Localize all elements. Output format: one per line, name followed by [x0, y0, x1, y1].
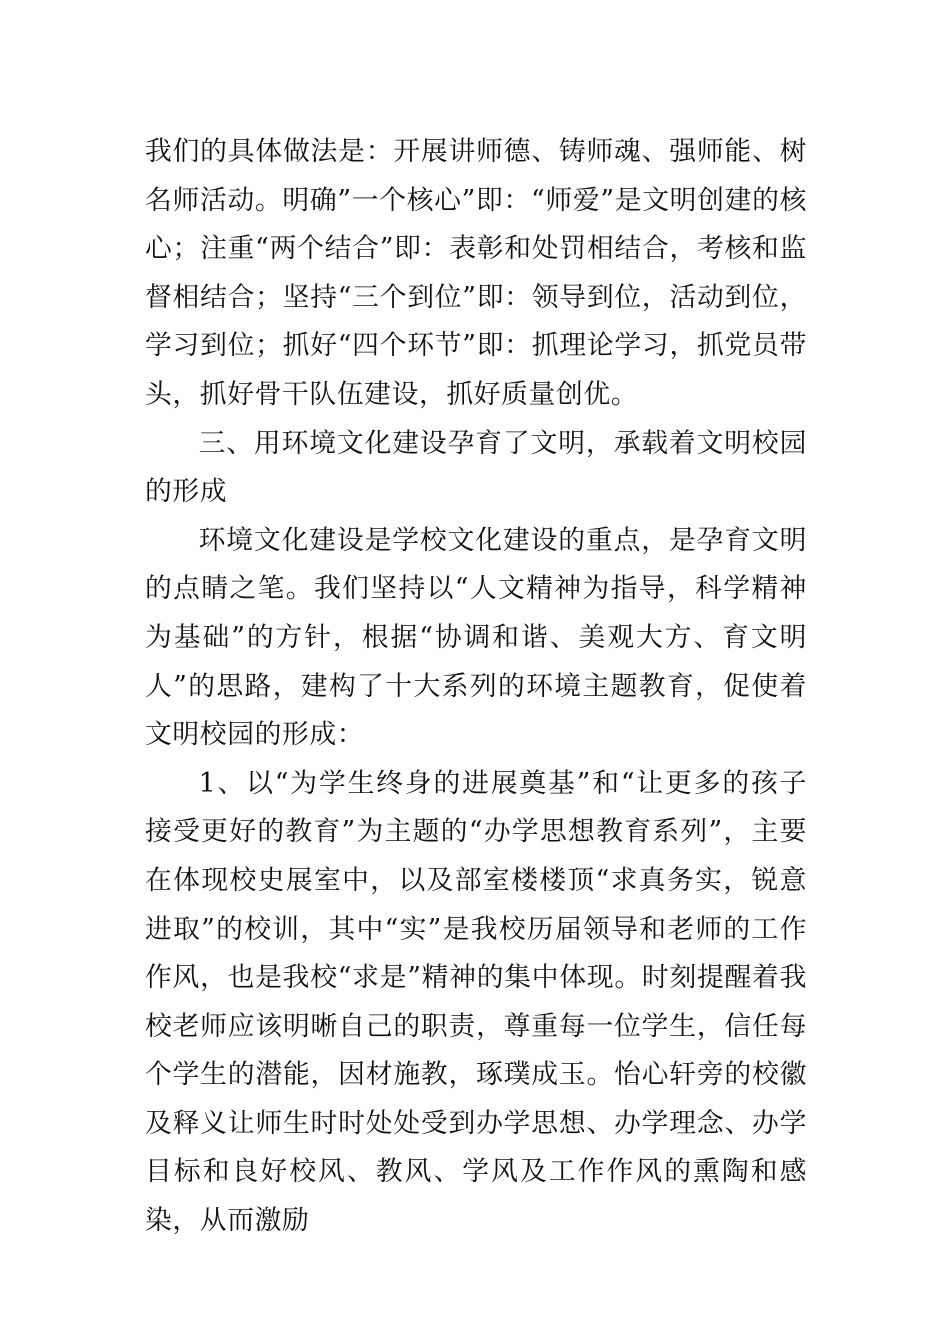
document-body [145, 128, 807, 1246]
paragraph-environment-culture: 环境文化建设是学校文化建设的重点，是孕育文明的点睛之笔。我们坚持以“人文精神为指导，科学精神为基础”的方针，根据“协调和谐、美观大方、育文明人”的思路，建构了十大系列的环境主题教育，促使着文明校园的形成： [145, 524, 807, 751]
section-heading-environment-culture: 三、用环境文化建设孕育了文明，承载着文明校园的形成 [145, 427, 807, 508]
paragraph-practice: 我们的具体做法是：开展讲师德、铸师魂、强师能、树名师活动。明确”一个核心”即：“师爱”是文明创建的核心；注重“两个结合”即：表彰和处罚相结合，考核和监督相结合；坚持“三个到位”即：领导到位，活动到位，学习到位；抓好“四个环节”即：抓理论学习，抓党员带头，抓好骨干队伍建设，抓好质量创优。 [145, 136, 807, 410]
paragraph-item-1: 1、以“为学生终身的进展奠基”和“让更多的孩子接受更好的教育”为主题的“办学思想教育系列”，主要在体现校史展室中，以及部室楼楼顶“求真务实，锐意进取”的校训，其中“实”是我校历届领导和老师的工作作风，也是我校“求是”精神的集中体现。时刻提醒着我校老师应该明晰自己的职责，尊重每一位学生，信任每个学生的潜能，因材施教，琢璞成玉。怡心轩旁的校徽及释义让师生时时处处受到办学思想、办学理念、办学目标和良好校风、教风、学风及工作作风的熏陶和感染，从而激励 [145, 767, 807, 1237]
